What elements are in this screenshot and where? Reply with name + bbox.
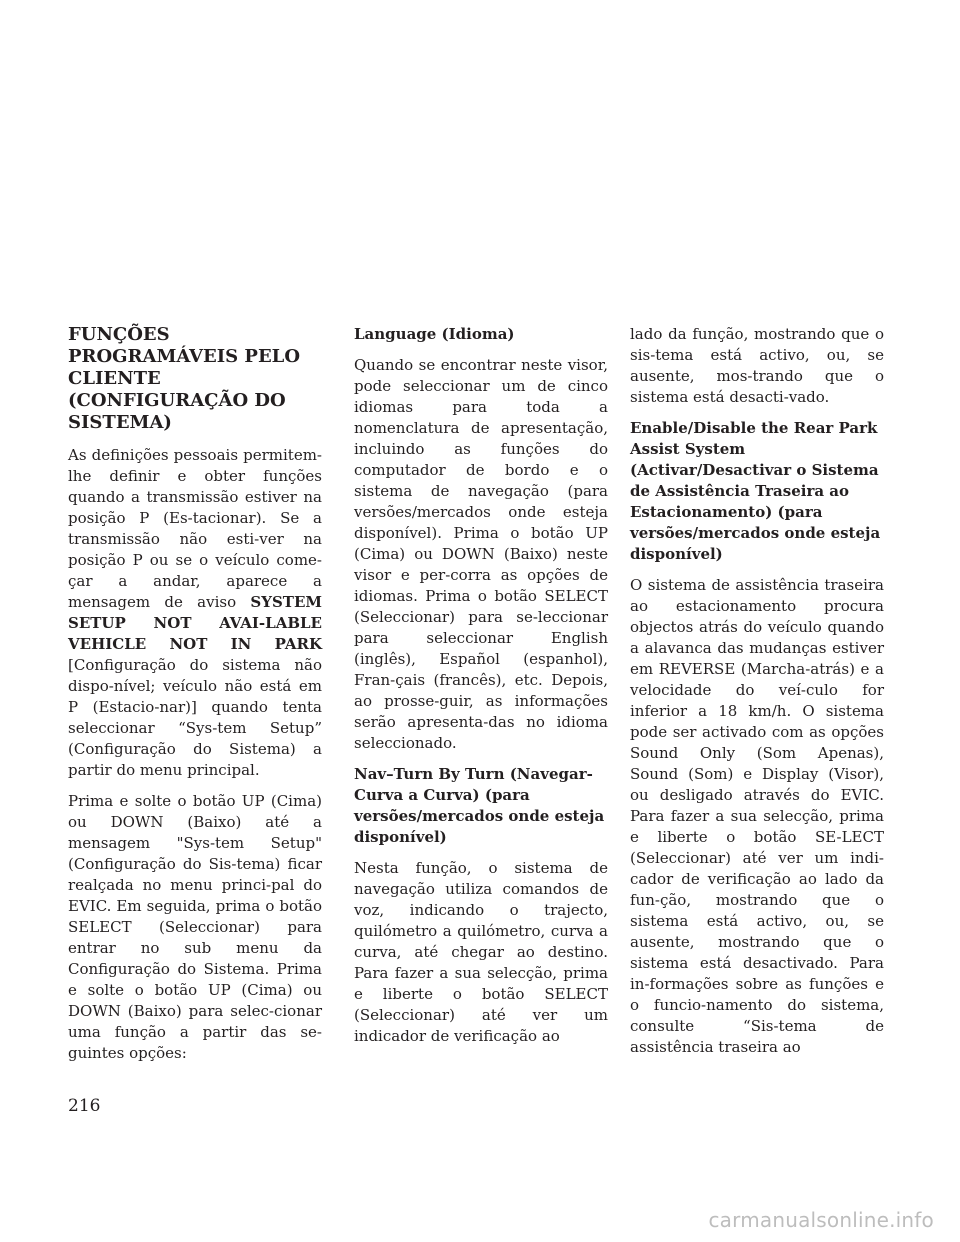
section-heading: FUNÇÕES PROGRAMÁVEIS PELO CLIENTE (CONFIGURAÇÃO DO SISTEMA) [68, 324, 301, 433]
paragraph-instructions: Prima e solte o botão UP (Cima) ou DOWN (Baixo) até a mensagem "Sys-tem Setup" (Configuração do Sis-tema) ficar realçada no menu princi-pal do EVIC. Em seguida, prima o botão SELECT (Seleccionar) para entrar no sub menu da Configuração do Sistema. Prima e solte o botão UP (Cima) ou DOWN (Baixo) para selec-cionar uma função a partir das se-guintes opções: [68, 792, 322, 1062]
watermark: carmanualsonline.info [708, 1208, 934, 1232]
column-middle [354, 324, 608, 1057]
paragraph-intro-text-a: As definições pessoais permitem-lhe definir e obter funções quando a transmissão estiver na posição P (Es-tacionar). Se a transmissão não esti-ver na posição P ou se o veículo come-çar a andar, aparece a mensagem de aviso [68, 446, 322, 611]
subheading-language: Language (Idioma) [354, 325, 515, 343]
paragraph-language: Quando se encontrar neste visor, pode seleccionar um de cinco idiomas para toda a nomenclatura de apresentação, incluindo as funções do computador de bordo e o sistema de navegação (para versões/mercados onde esteja disponível). Prima o botão UP (Cima) ou DOWN (Baixo) neste visor e per-corra as opções de idiomas. Prima o botão SELECT (Seleccionar) para se-leccionar para seleccionar English (inglês), Español (espanhol), Fran-çais (francês), etc. Depois, ao prosse-guir, as informações serão apresenta-das no idioma seleccionado. [354, 356, 608, 752]
subheading-nav-turn-by-turn: Nav–Turn By Turn (Navegar-Curva a Curva) (para versões/mercados onde esteja disponível) [354, 765, 605, 846]
subheading-rear-park-assist: Enable/Disable the Rear Park Assist System (Activar/Desactivar o Sistema de Assistência Traseira ao Estacionamento) (para versões/mercados onde esteja disponível) [630, 419, 881, 563]
paragraph-nav-turn-by-turn: Nesta função, o sistema de navegação utiliza comandos de voz, indicando o trajecto, quilómetro a quilómetro, curva a curva, até chegar ao destino. Para fazer a sua selecção, prima e liberte o botão SELECT (Seleccionar) até ver um indicador de verificação ao [354, 859, 608, 1045]
warning-message: SYSTEM SETUP NOT AVAI-LABLE VEHICLE NOT IN PARK [68, 593, 322, 653]
paragraph-rear-park-assist: O sistema de assistência traseira ao estacionamento procura objectos atrás do veículo quando a alavanca das mudanças estiver em REVERSE (Marcha-atrás) e a velocidade do veí-culo for inferior a 18 km/h. O sistema pode ser activado com as opções Sound Only (Som Apenas), Sound (Som) e Display (Visor), ou desligado através do EVIC. Para fazer a sua selecção, prima e liberte o botão SE-LECT (Seleccionar) até ver um indi-cador de verificação ao lado da fun-ção, mostrando que o sistema está activo, ou, se ausente, mostrando que o sistema está desactivado. Para in-formações sobre as funções e o funcio-namento do sistema, consulte “Sis-tema de assistência traseira ao [630, 576, 884, 1056]
paragraph-intro-text-b: [Configuração do sistema não dispo-nível; veículo não está em P (Estacio-nar)] quando tenta seleccionar “Sys-tem Setup” (Configuração do Sistema) a partir do menu principal. [68, 656, 322, 779]
column-right [630, 324, 884, 1068]
column-left [68, 324, 322, 1074]
page-number: 216 [68, 1096, 101, 1116]
paragraph-continued: lado da função, mostrando que o sis-tema está activo, ou, se ausente, mos-trando que o sistema está desacti-vado. [630, 325, 884, 406]
paragraph-intro [68, 445, 322, 781]
